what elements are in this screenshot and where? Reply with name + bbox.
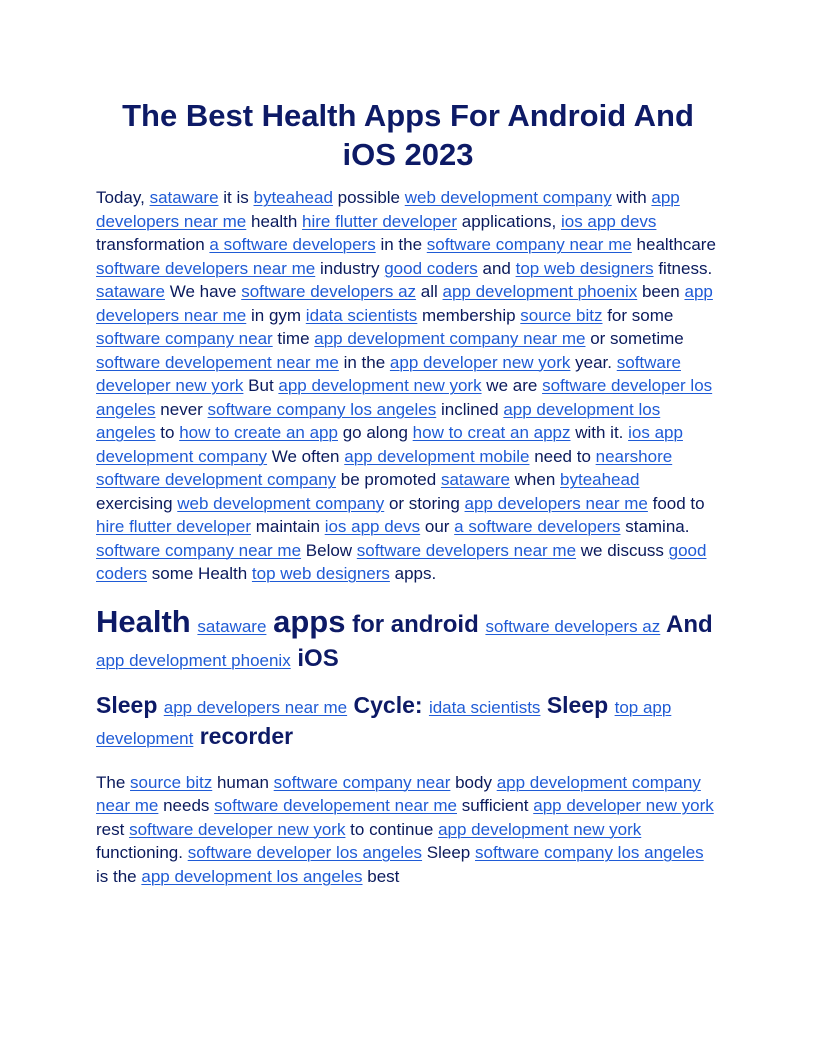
text-run: But: [243, 376, 279, 395]
text-run: for android: [345, 610, 486, 638]
inline-link[interactable]: app development phoenix: [96, 650, 291, 670]
text-run: fitness.: [653, 258, 713, 278]
text-run: some Health: [147, 564, 252, 583]
text-run: when: [509, 470, 561, 489]
text-run: all: [416, 282, 443, 301]
inline-link[interactable]: software developers near me: [356, 540, 577, 560]
inline-link[interactable]: app development los angeles: [96, 399, 661, 442]
inline-link[interactable]: how to create an app: [179, 423, 338, 442]
text-run: for some: [602, 305, 674, 325]
inline-link[interactable]: software developers az: [241, 282, 417, 301]
text-run: possible: [332, 188, 405, 207]
inline-link[interactable]: software developers az: [485, 616, 661, 636]
inline-link[interactable]: a software developers: [454, 517, 621, 536]
text-run: in the: [338, 352, 390, 372]
inline-link[interactable]: app developer new york: [533, 796, 714, 815]
text-run: we are: [481, 376, 543, 395]
inline-link[interactable]: software developers near me: [96, 258, 316, 278]
text-run: been: [637, 282, 685, 301]
text-run: membership: [417, 305, 521, 325]
inline-link[interactable]: byteahead: [253, 188, 333, 207]
text-run: need to: [529, 446, 596, 466]
text-run: Sleep: [540, 691, 615, 718]
text-run: is the: [96, 866, 142, 886]
text-run: health: [246, 211, 303, 231]
text-run: or sometime: [585, 329, 684, 348]
document-title: The Best Health Apps For Android And iOS 2023: [122, 98, 694, 172]
inline-link[interactable]: software developement near me: [96, 352, 339, 372]
text-run: year.: [570, 352, 617, 372]
inline-link[interactable]: good coders: [96, 540, 707, 583]
text-run: go along: [337, 423, 413, 442]
inline-link[interactable]: app developers near me: [96, 188, 680, 231]
inline-link[interactable]: sataware: [149, 188, 219, 207]
inline-link[interactable]: app developer new york: [389, 352, 571, 372]
inline-link[interactable]: ios app development company: [96, 423, 683, 466]
inline-link[interactable]: a software developers: [209, 235, 376, 254]
text-run: We often: [267, 446, 345, 466]
inline-link[interactable]: software developer new york: [96, 352, 681, 395]
inline-link[interactable]: app development mobile: [344, 446, 530, 466]
inline-link[interactable]: web development company: [404, 188, 612, 207]
inline-link[interactable]: app development new york: [438, 819, 642, 839]
text-run: human: [212, 772, 274, 792]
inline-link[interactable]: software company los angeles: [207, 399, 437, 419]
inline-link[interactable]: app development los angeles: [141, 866, 363, 886]
text-run: The: [96, 772, 131, 792]
section-heading: [96, 603, 720, 677]
inline-link[interactable]: how to creat an appz: [412, 423, 571, 442]
inline-link[interactable]: software company los angeles: [475, 843, 704, 862]
inline-link[interactable]: top web designers: [251, 564, 390, 583]
inline-link[interactable]: ios app devs: [560, 211, 657, 231]
text-run: in gym: [246, 305, 306, 325]
inline-link[interactable]: software company near me: [426, 235, 632, 254]
text-run: we discuss: [576, 540, 669, 560]
text-run: stamina.: [620, 517, 690, 536]
text-run: We have: [164, 282, 242, 301]
inline-link[interactable]: nearshore software development company: [96, 446, 673, 489]
text-run: And: [660, 610, 713, 638]
text-run: rest: [96, 819, 130, 839]
inline-link[interactable]: ios app devs: [324, 517, 421, 536]
text-run: our: [420, 517, 455, 536]
text-run: transformation: [96, 235, 210, 254]
inline-link[interactable]: idata scientists: [305, 305, 418, 325]
inline-link[interactable]: app development company near me: [314, 329, 586, 348]
inline-link[interactable]: sataware: [96, 282, 165, 301]
text-run: or storing: [384, 493, 465, 513]
text-run: Sleep: [96, 691, 164, 718]
inline-link[interactable]: source bitz: [130, 772, 213, 792]
text-run: healthcare: [631, 235, 716, 254]
text-run: it is: [218, 188, 254, 207]
inline-link[interactable]: software developement near me: [214, 796, 457, 815]
text-run: with it.: [570, 423, 629, 442]
text-run: applications,: [457, 211, 561, 231]
text-run: be promoted: [336, 470, 441, 489]
text-run: apps.: [389, 564, 437, 583]
text-run: inclined: [436, 399, 504, 419]
text-run: exercising: [96, 493, 178, 513]
text-run: Below: [301, 540, 357, 560]
heading-large-word: apps: [273, 603, 346, 639]
inline-link[interactable]: software company near: [96, 329, 273, 348]
inline-link[interactable]: app developers near me: [163, 697, 348, 717]
text-run: time: [272, 329, 315, 348]
inline-link[interactable]: software company near: [273, 772, 451, 792]
inline-link[interactable]: software developer new york: [129, 819, 346, 839]
heading-large-word: Health: [96, 603, 191, 639]
text-run: best: [362, 866, 400, 886]
text-run: food to: [647, 493, 705, 513]
text-run: to continue: [345, 819, 439, 839]
inline-link[interactable]: software developer los angeles: [187, 843, 423, 862]
inline-link[interactable]: byteahead: [560, 470, 640, 489]
inline-link[interactable]: app developers near me: [464, 493, 648, 513]
text-run: iOS: [290, 644, 339, 672]
inline-link[interactable]: app development company near me: [96, 772, 701, 815]
inline-link[interactable]: app development phoenix: [442, 282, 638, 301]
text-run: maintain: [250, 517, 325, 536]
text-run: and: [477, 258, 516, 278]
text-run: needs: [158, 796, 215, 815]
inline-link[interactable]: software developer los angeles: [96, 376, 713, 419]
subsection-heading: [96, 691, 720, 753]
inline-link[interactable]: top app development: [96, 697, 672, 748]
text-run: with: [611, 188, 652, 207]
inline-link[interactable]: hire flutter developer: [96, 517, 251, 536]
inline-link[interactable]: source bitz: [520, 305, 603, 325]
text-run: never: [155, 399, 208, 419]
inline-link[interactable]: sataware: [440, 470, 510, 489]
text-run: to: [155, 423, 180, 442]
inline-link[interactable]: app developers near me: [96, 282, 713, 325]
text-run: industry: [315, 258, 385, 278]
inline-link[interactable]: top web designers: [515, 258, 654, 278]
inline-link[interactable]: web development company: [177, 493, 385, 513]
text-run: sufficient: [457, 796, 534, 815]
section-paragraph: [96, 771, 720, 889]
document-page: [96, 96, 720, 888]
text-run: Sleep: [422, 843, 475, 862]
inline-link[interactable]: sataware: [197, 616, 267, 636]
text-run: in the: [375, 235, 427, 254]
inline-link[interactable]: good coders: [384, 258, 478, 278]
text-run: Today,: [96, 188, 150, 207]
text-run: functioning.: [96, 843, 188, 862]
text-run: recorder: [193, 722, 294, 749]
text-run: Cycle:: [347, 691, 429, 718]
inline-link[interactable]: app development new york: [278, 376, 482, 395]
inline-link[interactable]: idata scientists: [428, 697, 541, 717]
text-run: body: [450, 772, 497, 792]
inline-link[interactable]: software company near me: [96, 540, 302, 560]
inline-link[interactable]: hire flutter developer: [302, 211, 458, 231]
intro-paragraph: [96, 186, 720, 586]
